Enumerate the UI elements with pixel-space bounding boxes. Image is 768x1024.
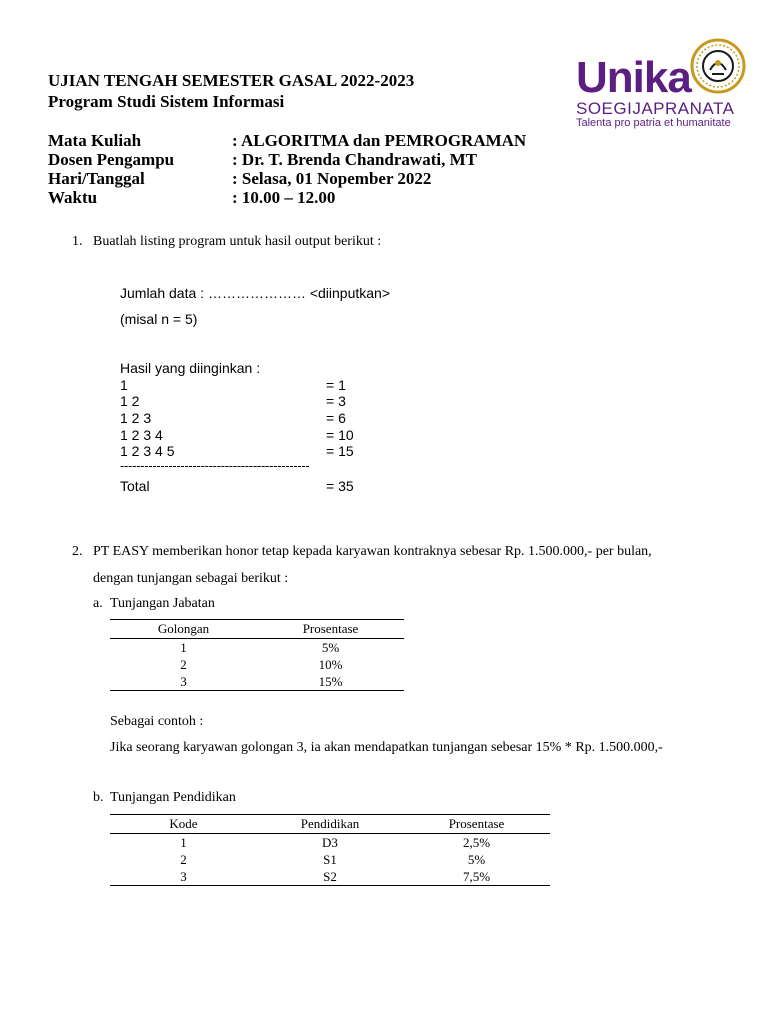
section-label: b. [93, 790, 104, 805]
table-header: Pendidikan [257, 815, 403, 834]
table-cell: 2,5% [462, 834, 491, 850]
info-value: : Dr. T. Brenda Chandrawati, MT [232, 150, 477, 169]
input-line: Jumlah data : ………………… <diinputkan> [120, 285, 391, 301]
output-row-right: = 10 [326, 427, 354, 443]
section-title: Tunjangan Jabatan [110, 596, 215, 611]
logo-tagline: Talenta pro patria et humanitate [576, 117, 731, 129]
output-row-left: 1 2 [120, 393, 140, 409]
output-row-right: = 6 [326, 410, 346, 426]
info-label: Waktu [48, 188, 98, 207]
total-value: = 35 [326, 478, 354, 494]
table-cell: D3 [322, 834, 338, 850]
table-cell: 15% [257, 673, 404, 691]
table-header: Prosentase [403, 815, 550, 834]
output-row-left: 1 2 3 [120, 410, 152, 426]
table-cell: 5% [321, 639, 340, 655]
table-cell: 2 [180, 656, 187, 672]
table-header: Prosentase [257, 620, 404, 639]
table-cell: S2 [257, 868, 403, 886]
info-value: : 10.00 – 12.00 [232, 188, 336, 207]
output-row-left: 1 [120, 377, 128, 393]
table-row [110, 656, 404, 673]
exam-header [48, 70, 414, 112]
output-separator: ----------------------------------------------- [120, 458, 310, 473]
table-cell: 1 [180, 639, 187, 655]
question-number: 2. [72, 544, 83, 559]
table-cell: 7,5% [403, 868, 550, 886]
output-row-right: = 15 [326, 443, 354, 459]
university-logo [572, 36, 742, 130]
result-heading: Hasil yang diinginkan : [120, 360, 261, 376]
output-row-left: 1 2 3 4 [120, 427, 163, 443]
output-row-left: 1 2 3 4 5 [120, 443, 175, 459]
section-title: Tunjangan Pendidikan [110, 790, 236, 805]
table-row [110, 851, 550, 868]
example-note: (misal n = 5) [120, 311, 198, 327]
question-number: 1. [72, 234, 83, 249]
table-cell: 3 [110, 673, 257, 691]
table-cell: 3 [110, 868, 257, 886]
info-label: Mata Kuliah [48, 131, 142, 150]
table-cell: 5% [467, 851, 486, 867]
table-cell: 2 [180, 851, 187, 867]
question-text-cont: dengan tunjangan sebagai berikut : [93, 571, 289, 586]
position-allowance-table [110, 619, 404, 691]
example-text: Jika seorang karyawan golongan 3, ia akan mendapatkan tunjangan sebesar 15% * Rp. 1.500.000,- [110, 740, 663, 755]
exam-title: UJIAN TENGAH SEMESTER GASAL 2022-2023 [48, 71, 415, 90]
section-label: a. [93, 596, 103, 611]
info-value: : ALGORITMA dan PEMROGRAMAN [232, 131, 527, 150]
output-row-right: = 1 [326, 377, 346, 393]
table-row [110, 673, 404, 691]
table-header: Kode [110, 815, 257, 834]
info-label: Hari/Tanggal [48, 169, 145, 188]
study-program: Program Studi Sistem Informasi [48, 92, 285, 111]
table-row [110, 834, 550, 852]
table-cell: 10% [318, 656, 343, 672]
logo-subtitle: SOEGIJAPRANATA [576, 99, 735, 118]
question-text: PT EASY memberikan honor tetap kepada karyawan kontraknya sebesar Rp. 1.500.000,- per bulan, [93, 544, 652, 559]
example-heading: Sebagai contoh : [110, 714, 204, 729]
output-row-right: = 3 [326, 393, 346, 409]
table-row [110, 639, 404, 657]
info-label: Dosen Pengampu [48, 150, 175, 169]
table-cell: S1 [323, 851, 337, 867]
info-value: : Selasa, 01 Nopember 2022 [232, 169, 432, 188]
total-label: Total [120, 478, 150, 494]
university-seal-icon [690, 38, 746, 94]
question-text: Buatlah listing program untuk hasil output berikut : [93, 234, 382, 249]
logo-wordmark: Unika [576, 53, 691, 102]
table-cell: 1 [180, 834, 187, 850]
education-allowance-table [110, 814, 550, 886]
table-header: Golongan [110, 620, 257, 639]
table-row [110, 868, 550, 886]
